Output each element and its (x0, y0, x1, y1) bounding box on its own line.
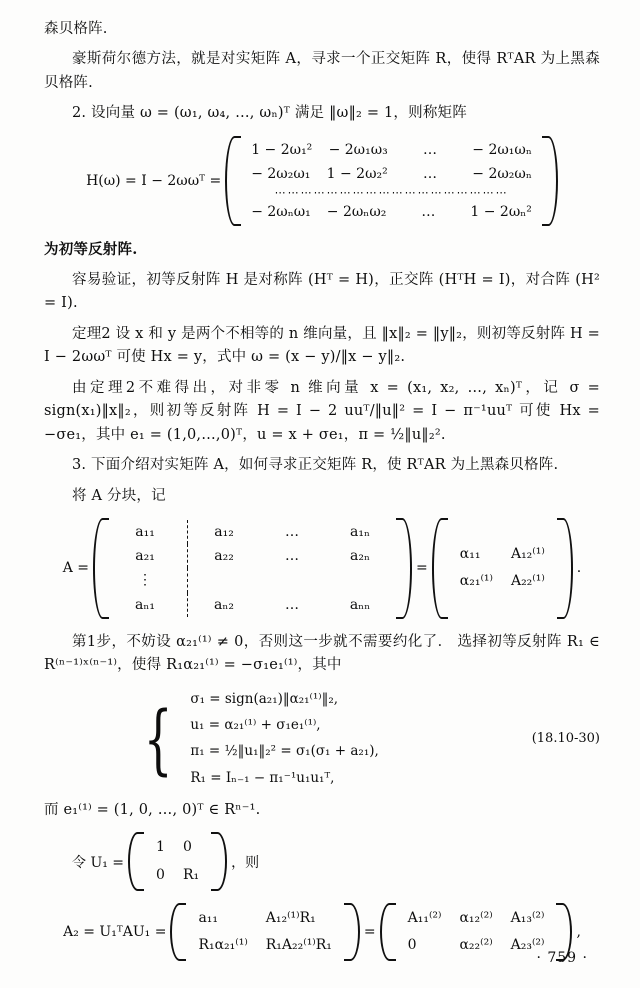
matrix-a-blocks (452, 539, 553, 597)
formula-u1-lhs: 令 U₁ = (72, 854, 125, 871)
matrix-row (251, 162, 532, 186)
system-lines (190, 686, 378, 791)
paragraph-step-1: 第1步，不妨设 α₂₁⁽¹⁾ ≠ 0，否则这一步就不需要约化了． 选择初等反射阵 R₁ ∈ R⁽ⁿ⁻¹⁾ˣ⁽ⁿ⁻¹⁾，使得 R₁α₂₁⁽¹⁾ = −σ₁e₁⁽¹⁾，其中 (44, 633, 600, 674)
formula-a-partition (44, 518, 600, 618)
matrix-cell: a₁₁ (198, 909, 219, 926)
formula-a2-equals: = (363, 923, 376, 940)
matrix-cell: A₁₃⁽²⁾ (510, 909, 545, 926)
matrix-cell: … (423, 166, 438, 183)
matrix-cell: a₁ₙ (350, 524, 371, 541)
formula-system-18-10-30 (134, 686, 600, 791)
matrix-cell: − 2ω₂ω₁ (251, 166, 311, 183)
matrix-row (119, 544, 386, 568)
matrix-cell: 0 (407, 936, 417, 953)
matrix-cell: aₙ₂ (187, 593, 250, 617)
matrix-cell: … (285, 596, 300, 613)
formula-a-lhs: A = (62, 560, 90, 577)
left-brace: { (143, 693, 173, 783)
formula-a2 (44, 903, 600, 961)
matrix-cell (187, 568, 250, 592)
paragraph-partition-a: 将 A 分块，记 (72, 487, 166, 504)
matrix-cell: A₂₂⁽¹⁾ (510, 573, 545, 590)
matrix-cell: A₁₂⁽¹⁾R₁ (265, 909, 316, 926)
matrix-cell: 1 − 2ωₙ² (470, 204, 532, 221)
matrix-cell: … (285, 548, 300, 565)
system-line: σ₁ = sign(a₂₁)‖α₂₁⁽¹⁾‖₂, (190, 690, 339, 707)
formula-a2-lhs: A₂ = U₁ᵀAU₁ = (63, 923, 167, 940)
matrix-h-omega (245, 136, 538, 227)
system-line: R₁ = Iₙ₋₁ − π₁⁻¹u₁u₁ᵀ, (190, 769, 335, 786)
matrix-u1 (148, 832, 207, 890)
matrix-cell: 1 − 2ω₁² (251, 141, 313, 158)
matrix-cell: α₂₂⁽²⁾ (459, 936, 493, 953)
matrix-row (119, 568, 386, 592)
right-paren (557, 518, 573, 618)
matrix-row (251, 200, 532, 224)
matrix-cell: − 2ω₁ω₃ (328, 141, 388, 158)
matrix-cell: a₂₂ (187, 544, 250, 568)
matrix-cell: A₂₃⁽²⁾ (510, 936, 545, 953)
left-paren (432, 518, 448, 618)
paragraph-theorem-2: 定理2 设 x 和 y 是两个不相等的 n 维向量，且 ‖x‖₂ = ‖y‖₂，则初等反射阵 H = I − 2ωωᵀ 可使 Hx = y，式中 ω = (x − y)/‖x − y‖₂. (44, 325, 600, 366)
equation-number: (18.10-30) (531, 730, 600, 746)
matrix-cell: − 2ωₙω₂ (326, 204, 387, 221)
matrix-cell: 0 (156, 866, 165, 883)
system-line: u₁ = α₂₁⁽¹⁾ + σ₁e₁⁽¹⁾, (190, 716, 321, 733)
formula-u1 (72, 832, 600, 890)
formula-h-omega-lhs: H(ω) = I − 2ωωᵀ = (86, 173, 222, 190)
left-paren (380, 903, 396, 961)
matrix-row (119, 520, 386, 544)
paragraph-householder-method: 豪斯荷尔德方法，就是对实矩阵 A，寻求一个正交矩阵 R，使得 RᵀAR 为上黑森贝格阵. (44, 51, 600, 91)
matrix-cell: α₁₂⁽²⁾ (459, 909, 493, 926)
matrix-cell: a₁₁ (135, 524, 155, 541)
matrix-cell: − 2ω₁ωₙ (472, 141, 532, 158)
matrix-a2-right (400, 903, 553, 961)
formula-a2-tail: , (576, 923, 581, 940)
matrix-cell: aₙₙ (349, 596, 371, 613)
matrix-cell: … (423, 141, 438, 158)
matrix-cell: 1 (156, 839, 165, 856)
matrix-cell (334, 568, 386, 592)
matrix-cell: α₁₁ (459, 546, 481, 563)
left-paren (170, 903, 186, 961)
system-line: π₁ = ½‖u₁‖₂² = σ₁(σ₁ + a₂₁), (190, 743, 379, 760)
matrix-cell: … (285, 524, 300, 541)
matrix-cell (266, 568, 318, 592)
matrix-cell: − 2ω₂ωₙ (472, 166, 532, 183)
left-paren (128, 832, 144, 890)
formula-a-equals: = (416, 560, 428, 577)
paragraph-item-2: 2. 设向量 ω = (ω₁, ω₄, …, ωₙ)ᵀ 满足 ‖ω‖₂ = 1，则称矩阵 (72, 105, 467, 122)
paragraph-e1-definition: 而 e₁⁽¹⁾ = (1, 0, …, 0)ᵀ ∈ Rⁿ⁻¹. (44, 801, 261, 818)
matrix-cell: R₁ (182, 866, 200, 883)
matrix-cell: a₁₂ (187, 520, 250, 544)
matrix-row (119, 593, 386, 617)
matrix-cell: aₙ₁ (135, 596, 156, 613)
right-paren (211, 832, 227, 890)
formula-u1-tail: ，则 (231, 854, 260, 871)
right-paren (542, 136, 558, 227)
right-paren (344, 903, 360, 961)
matrix-cell: − 2ωₙω₁ (251, 204, 311, 221)
matrix-cell: a₂₁ (135, 548, 155, 565)
paragraph-verify-properties: 容易验证，初等反射阵 H 是对称阵 (Hᵀ = H)，正交阵 (HᵀH = I)，对合阵 (H² = I). (44, 271, 600, 312)
paragraph-heading-line: 森贝格阵. (44, 21, 108, 37)
formula-a-tail: . (576, 560, 582, 577)
matrix-row (251, 138, 532, 162)
matrix-cell: 1 − 2ω₂² (326, 166, 388, 183)
matrix-cell: … (421, 204, 436, 221)
matrix-cell: α₂₁⁽¹⁾ (459, 573, 493, 590)
left-paren (93, 518, 109, 618)
matrix-cell: R₁α₂₁⁽¹⁾ (198, 936, 248, 953)
matrix-row-ellipsis: ⋯⋯⋯⋯⋯⋯⋯⋯⋯⋯⋯⋯⋯⋯⋯⋯⋯⋯ (274, 186, 509, 200)
matrix-a-entries (113, 518, 392, 618)
matrix-cell: A₁₂⁽¹⁾ (510, 546, 545, 563)
paragraph-corollary-from-theorem-2: 由定理2不难得出，对非零 n 维向量 x = (x₁, x₂, …, xₙ)ᵀ，记 σ = sign(x₁)‖x‖₂，则初等反射阵 H = I − 2 uuᵀ/‖u‖² = I − π⁻¹uuᵀ 可使 Hx = −σe₁，其中 e₁ = (1,0,…,0)ᵀ，u = x + σe₁，π = ½‖u‖₂². (44, 379, 600, 443)
matrix-cell: 0 (182, 839, 192, 856)
paragraph-item-3: 3. 下面介绍对实矩阵 A，如何寻求正交矩阵 R，使 RᵀAR 为上黑森贝格阵. (72, 457, 559, 474)
matrix-a2-left (190, 903, 339, 961)
page-number: · 759 · (536, 950, 588, 966)
matrix-cell: R₁A₂₂⁽¹⁾R₁ (265, 936, 332, 953)
matrix-cell: ⋮ (138, 572, 153, 589)
right-paren (396, 518, 412, 618)
page-content (44, 18, 600, 973)
matrix-cell: A₁₁⁽²⁾ (407, 909, 442, 926)
matrix-cell: a₂ₙ (350, 548, 371, 565)
formula-h-omega (44, 136, 600, 227)
paragraph-elementary-reflector-label: 为初等反射阵. (44, 241, 138, 259)
left-paren (225, 136, 241, 227)
